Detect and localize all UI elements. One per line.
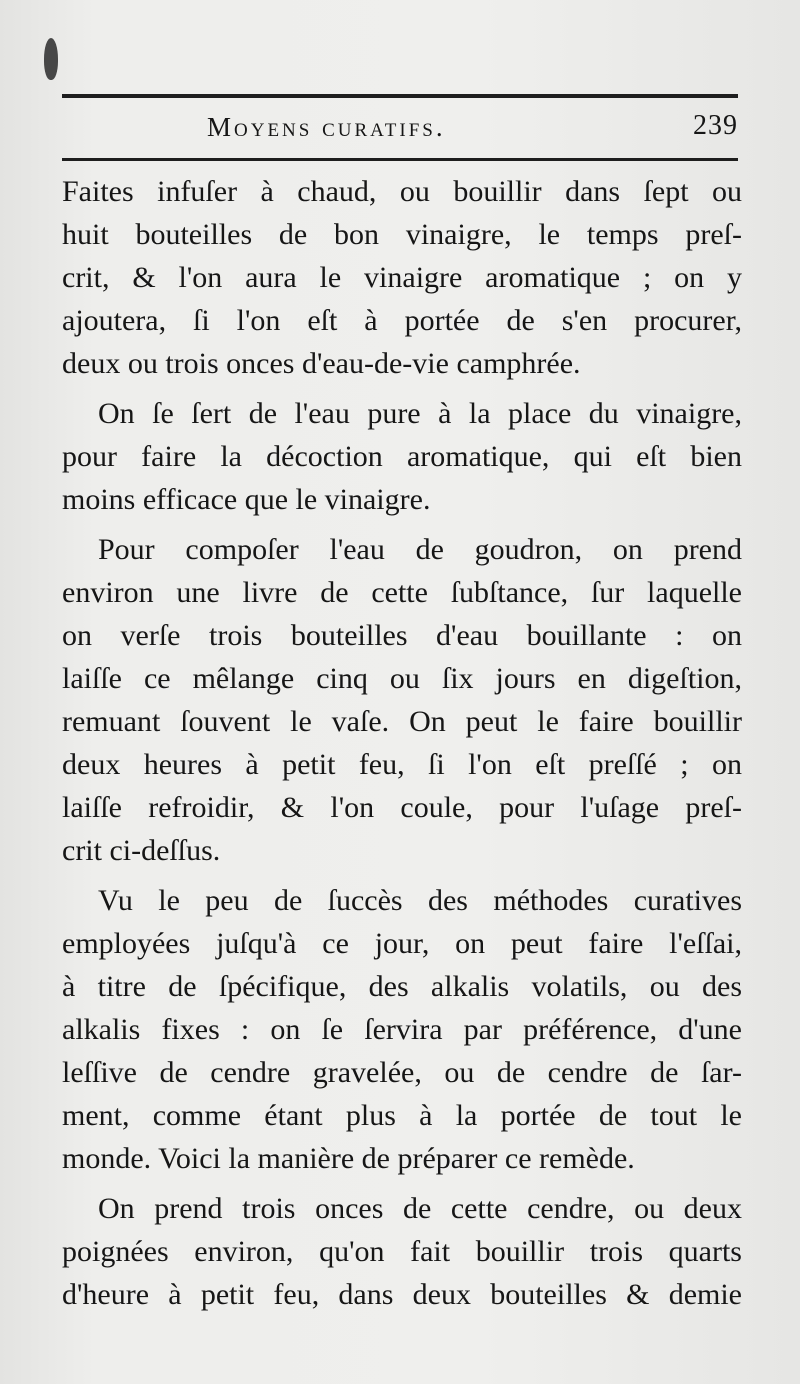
paragraph: [62, 1187, 742, 1316]
text-line: environ une livre de cette ſubſtance, ſur laquelle: [62, 576, 742, 609]
text-line: Pour compoſer l'eau de goudron, on prend: [98, 533, 742, 566]
text-line: laiſſe ce mêlange cinq ou ſix jours en digeſtion,: [62, 662, 742, 695]
header-rule-top: [62, 94, 738, 98]
text-line: à titre de ſpécifique, des alkalis volatils, ou des: [62, 970, 742, 1003]
text-line: pour faire la décoction aromatique, qui eſt bien: [62, 440, 742, 473]
text-line: crit ci-deſſus.: [62, 834, 221, 867]
text-line: leſſive de cendre gravelée, ou de cendre de ſar-: [62, 1056, 742, 1089]
text-line: alkalis fixes : on ſe ſervira par préférence, d'une: [62, 1013, 742, 1046]
text-line: huit bouteilles de bon vinaigre, le temps preſ-: [62, 218, 742, 251]
paragraph: [62, 879, 742, 1180]
text-line: remuant ſouvent le vaſe. On peut le faire bouillir: [62, 705, 742, 738]
text-line: crit, & l'on aura le vinaigre aromatique ; on y: [62, 261, 742, 294]
text-line: d'heure à petit feu, dans deux bouteilles & demie: [62, 1278, 742, 1311]
text-line: monde. Voici la manière de préparer ce remède.: [62, 1142, 635, 1175]
text-line: Faites infuſer à chaud, ou bouillir dans ſept ou: [62, 175, 742, 208]
page-number: 239: [693, 110, 738, 141]
text-line: employées juſqu'à ce jour, on peut faire l'eſſai,: [62, 927, 742, 960]
text-line: ment, comme étant plus à la portée de tout le: [62, 1099, 742, 1132]
text-line: on verſe trois bouteilles d'eau bouillante : on: [62, 619, 742, 652]
header-rule-bottom: [62, 158, 738, 161]
paragraph: [62, 170, 742, 385]
text-line: deux heures à petit feu, ſi l'on eſt preſſé ; on: [62, 748, 742, 781]
body-text: [62, 170, 742, 1316]
running-title: Moyens curatifs.: [207, 112, 446, 142]
text-line: moins efficace que le vinaigre.: [62, 483, 431, 516]
ink-stain: [44, 38, 58, 80]
text-line: laiſſe refroidir, & l'on coule, pour l'uſage preſ-: [62, 791, 742, 824]
text-line: Vu le peu de ſuccès des méthodes curatives: [98, 884, 742, 917]
text-line: On prend trois onces de cette cendre, ou deux: [98, 1192, 742, 1225]
paragraph: [62, 528, 742, 872]
text-line: poignées environ, qu'on fait bouillir trois quarts: [62, 1235, 742, 1268]
page-header: [62, 104, 738, 148]
text-line: On ſe ſert de l'eau pure à la place du vinaigre,: [98, 397, 742, 430]
text-line: ajoutera, ſi l'on eſt à portée de s'en procurer,: [62, 304, 742, 337]
paragraph: [62, 392, 742, 521]
text-line: deux ou trois onces d'eau-de-vie camphrée.: [62, 347, 581, 380]
